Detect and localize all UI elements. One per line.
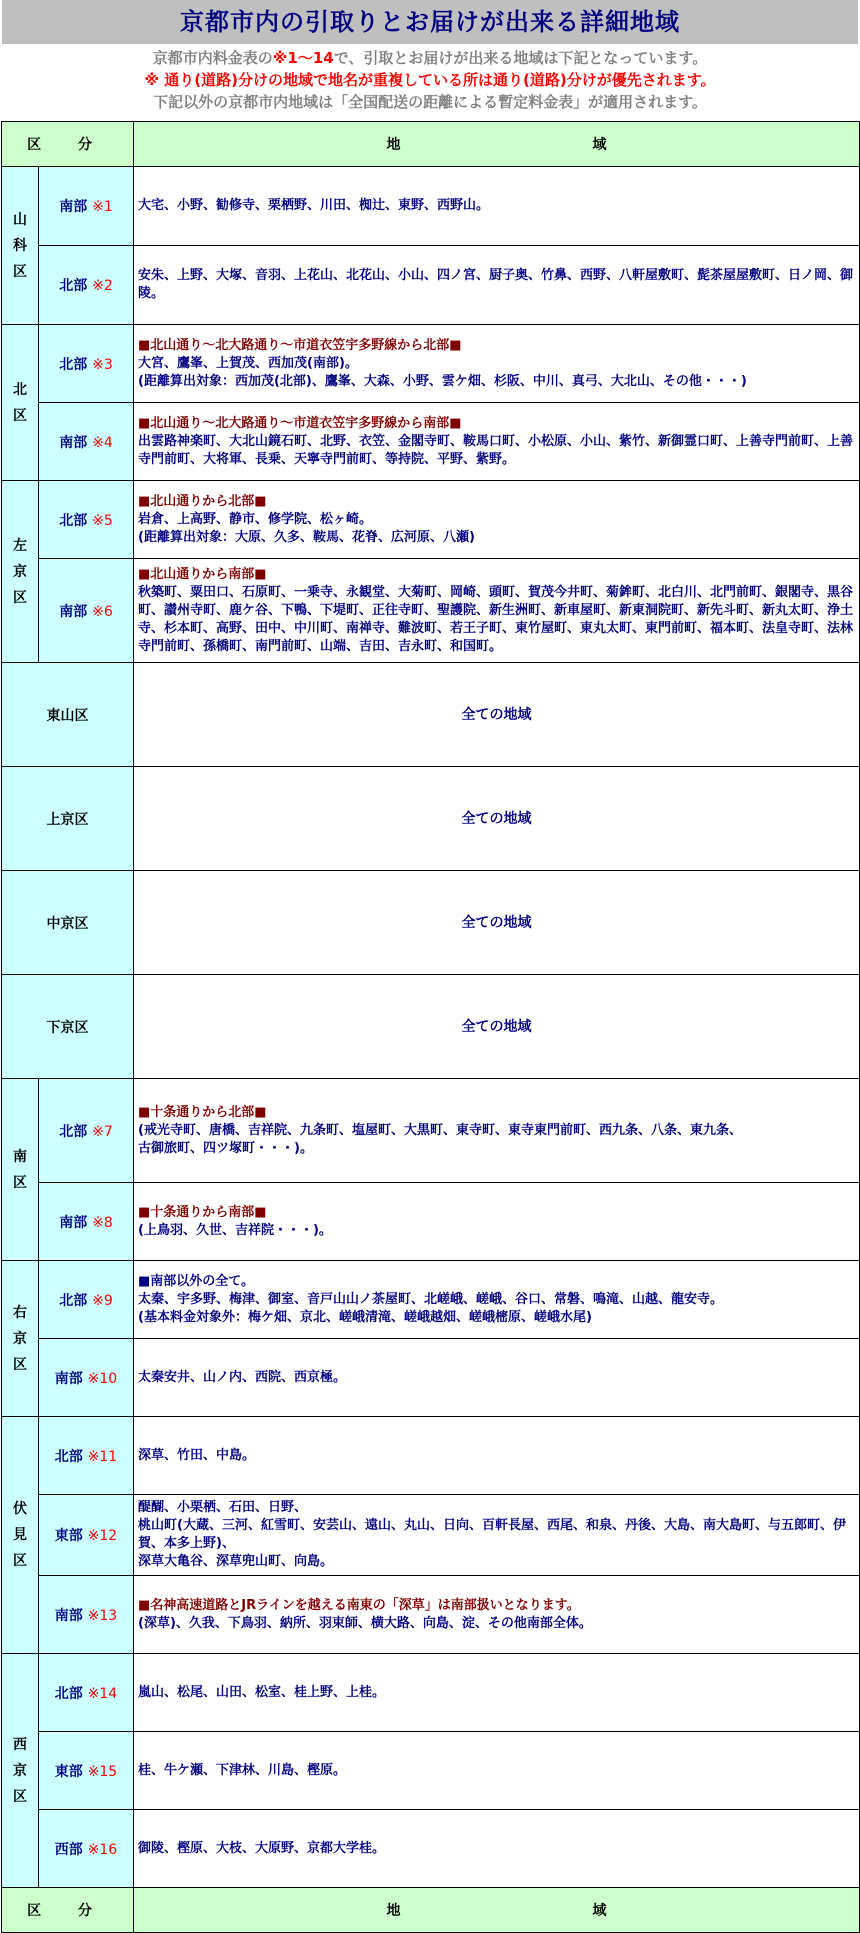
area-nishikyo-west <box>134 1810 860 1888</box>
table-row <box>2 559 860 663</box>
table-header <box>2 122 860 167</box>
table-row <box>2 663 860 767</box>
area-kamigyo: 全ての地域 <box>134 767 860 871</box>
area-yamashina-north <box>134 246 860 325</box>
area-line: 醍醐、小栗栖、石田、日野、 <box>138 1500 308 1515</box>
sub-sakyo-south <box>39 559 134 663</box>
table-row <box>2 1079 860 1183</box>
area-sakyo-south <box>134 559 860 663</box>
area-minami-south <box>134 1183 860 1261</box>
table-row <box>2 246 860 325</box>
sub-mark: ※12 <box>87 1528 118 1544</box>
sub-label: 南部 <box>54 1607 83 1624</box>
sub-mark: ※4 <box>92 434 113 451</box>
area-line: 大宅、小野、勧修寺、栗栖野、川田、椥辻、東野、西野山。 <box>138 198 490 213</box>
ward-char: 山 <box>13 211 27 228</box>
area-heading: ■北山通りから南部■ <box>138 566 267 582</box>
sub-mark: ※6 <box>92 603 113 620</box>
ward-char: 京 <box>13 1762 27 1779</box>
area-line: 深草、竹田、中島。 <box>138 1447 256 1463</box>
area-line: (基本料金対象外：梅ケ畑、京北、嵯峨清滝、嵯峨越畑、嵯峨樒原、嵯峨水尾) <box>138 1309 592 1325</box>
sub-fushimi-east <box>39 1495 134 1576</box>
area-line: 桂、牛ケ瀬、下津林、川島、樫原。 <box>138 1762 347 1778</box>
ward-yamashina <box>2 167 39 325</box>
sub-mark: ※11 <box>87 1448 118 1465</box>
ward-char: 右 <box>13 1304 27 1321</box>
area-fushimi-east <box>134 1495 860 1576</box>
ward-kita <box>2 325 39 481</box>
area-line: 太秦安井、山ノ内、西院、西京極。 <box>138 1369 347 1385</box>
sub-mark: ※1 <box>92 199 113 215</box>
area-fushimi-north <box>134 1417 860 1495</box>
sub-label: 東部 <box>54 1763 83 1780</box>
ward-char: 区 <box>13 407 27 424</box>
area-heading: ■十条通りから北部■ <box>138 1104 267 1120</box>
area-line: (距離算出対象：大原、久多、鞍馬、花脊、広河原、八瀬) <box>138 529 475 545</box>
ward-char: 区 <box>13 263 27 280</box>
area-line: (距離算出対象：西加茂(北部)、鷹峯、大森、小野、雲ケ畑、杉阪、中川、真弓、大北山、その他・・・) <box>138 373 747 389</box>
sub-label: 北部 <box>54 1685 83 1702</box>
table-row <box>2 325 860 403</box>
sub-label: 南部 <box>59 199 88 215</box>
sub-mark: ※13 <box>87 1607 118 1624</box>
sub-fushimi-north <box>39 1417 134 1495</box>
table-row <box>2 403 860 481</box>
note-1-mark: ※1～14 <box>272 49 334 67</box>
table-row <box>2 871 860 975</box>
area-line: 嵐山、松尾、山田、松室、桂上野、上桂。 <box>138 1684 386 1700</box>
sub-fushimi-south <box>39 1576 134 1654</box>
table-row <box>2 1183 860 1261</box>
sub-nishikyo-north <box>39 1654 134 1732</box>
sub-mark: ※15 <box>87 1763 118 1780</box>
ward-char: 区 <box>13 1174 27 1191</box>
area-table <box>1 121 860 1933</box>
sub-nishikyo-west <box>39 1810 134 1888</box>
header-area <box>134 122 860 167</box>
ward-sakyo <box>2 481 39 663</box>
area-nishikyo-north <box>134 1654 860 1732</box>
area-ukyo-north <box>134 1261 860 1339</box>
area-ukyo-south <box>134 1339 860 1417</box>
sub-label: 南部 <box>59 603 88 620</box>
table-row <box>2 1261 860 1339</box>
sub-label: 北部 <box>59 1292 88 1309</box>
sub-yamashina-south <box>39 167 134 246</box>
sub-label: 西部 <box>54 1841 83 1858</box>
area-higashiyama: 全ての地域 <box>134 663 860 767</box>
area-heading: ■北山通り～北大路通り～市道衣笠宇多野線から北部■ <box>138 337 462 353</box>
area-shimogyo: 全ての地域 <box>134 975 860 1079</box>
area-line: (上鳥羽、久世、吉祥院・・・)。 <box>138 1222 332 1238</box>
sub-yamashina-north <box>39 246 134 325</box>
sub-label: 南部 <box>59 1214 88 1231</box>
ward-char: 区 <box>13 1356 27 1373</box>
sub-mark: ※2 <box>92 278 113 294</box>
table-row <box>2 767 860 871</box>
area-heading: ■名神高速道路とJRラインを越える南東の「深草」は南部扱いとなります。 <box>138 1597 580 1613</box>
ward-char: 左 <box>13 537 27 554</box>
area-line: 安朱、上野、大塚、音羽、上花山、北花山、小山、四ノ宮、厨子奥、竹鼻、西野、八軒屋敷町、髭茶屋屋敷町、日ノ岡、御陵。 <box>138 268 854 301</box>
ward-char: 科 <box>13 237 27 254</box>
ward-char: 西 <box>13 1736 27 1753</box>
note-1-post: で、引取とお届けが出来る地域は下記となっています。 <box>333 49 708 67</box>
table-row <box>2 1576 860 1654</box>
ward-char: 見 <box>13 1527 27 1543</box>
area-line: 太秦、宇多野、梅津、御室、音戸山山ノ茶屋町、北嵯峨、嵯峨、谷口、常磐、鳴滝、山越、龍安寺。 <box>138 1291 724 1307</box>
table-row <box>2 1810 860 1888</box>
note-1-pre: 京都市内料金表の <box>152 49 273 67</box>
ward-ukyo <box>2 1261 39 1417</box>
area-line: 桃山町(大蔵、三河、紅雪町、安芸山、遠山、丸山、日向、百軒長屋、西尾、和泉、丹後、大島、南大島町、与五郎町、伊賀、本多上野)、 <box>138 1518 846 1551</box>
note-line-3: 下記以外の京都市内地域は「全国配送の距離による暫定料金表」が適用されます。 <box>153 93 707 111</box>
ward-char: 南 <box>13 1148 27 1165</box>
ward-nishikyo <box>2 1654 39 1888</box>
sub-label: 北部 <box>59 278 88 294</box>
sub-mark: ※3 <box>92 356 113 373</box>
footer-area-a: 地 <box>386 1903 401 1919</box>
ward-nakagyo: 中京区 <box>2 871 134 975</box>
header-division: 区 分 <box>2 122 134 167</box>
sub-label: 北部 <box>59 512 88 529</box>
area-minami-north <box>134 1079 860 1183</box>
table-footer-header <box>2 1888 860 1933</box>
area-nakagyo: 全ての地域 <box>134 871 860 975</box>
footer-division: 区 分 <box>2 1888 134 1933</box>
ward-char: 京 <box>13 563 27 580</box>
ward-char: 区 <box>13 1553 27 1569</box>
sub-sakyo-north <box>39 481 134 559</box>
sub-label: 北部 <box>59 356 88 373</box>
sub-nishikyo-east <box>39 1732 134 1810</box>
area-sakyo-north <box>134 481 860 559</box>
sub-minami-south <box>39 1183 134 1261</box>
sub-mark: ※7 <box>92 1123 113 1140</box>
sub-label: 北部 <box>59 1123 88 1140</box>
sub-kita-south <box>39 403 134 481</box>
table-row <box>2 481 860 559</box>
table-row <box>2 975 860 1079</box>
area-line: 御陵、樫原、大枝、大原野、京都大学桂。 <box>138 1840 386 1856</box>
area-line: 古御旅町、四ツ塚町・・・)。 <box>138 1140 313 1156</box>
ward-higashiyama: 東山区 <box>2 663 134 767</box>
table-row <box>2 1417 860 1495</box>
sub-mark: ※16 <box>87 1841 118 1858</box>
area-line: 大宮、鷹峯、上賀茂、西加茂(南部)。 <box>138 355 358 371</box>
table-row <box>2 1495 860 1576</box>
area-line: 出雲路神楽町、大北山鏡石町、北野、衣笠、金閣寺町、鞍馬口町、小松原、小山、紫竹、新御霊口町、上善寺門前町、上善寺門前町、大将軍、長乗、天寧寺門前町、等持院、平野、紫野。 <box>138 433 854 467</box>
ward-char: 区 <box>13 589 27 606</box>
area-fushimi-south <box>134 1576 860 1654</box>
page-title: 京都市内の引取りとお届けが出来る詳細地域 <box>2 0 858 44</box>
header-area-a: 地 <box>386 137 401 153</box>
area-nishikyo-east <box>134 1732 860 1810</box>
area-kita-south <box>134 403 860 481</box>
sub-label: 南部 <box>54 1370 83 1387</box>
area-line: (戒光寺町、唐橋、吉祥院、九条町、塩屋町、大黒町、東寺町、東寺東門前町、西九条、八条、東九条、 <box>138 1122 742 1138</box>
footer-area <box>134 1888 860 1933</box>
ward-fushimi <box>2 1417 39 1654</box>
area-kita-north <box>134 325 860 403</box>
sub-kita-north <box>39 325 134 403</box>
sub-mark: ※14 <box>87 1685 118 1702</box>
area-line: 岩倉、上高野、静市、修学院、松ヶ崎。 <box>138 511 373 527</box>
ward-minami <box>2 1079 39 1261</box>
table-row <box>2 1339 860 1417</box>
sub-mark: ※8 <box>92 1214 113 1231</box>
sub-label: 東部 <box>54 1528 83 1544</box>
ward-shimogyo: 下京区 <box>2 975 134 1079</box>
sub-ukyo-south <box>39 1339 134 1417</box>
sub-mark: ※9 <box>92 1292 113 1309</box>
sub-ukyo-north <box>39 1261 134 1339</box>
table-row <box>2 167 860 246</box>
sub-minami-north <box>39 1079 134 1183</box>
area-heading: ■北山通りから北部■ <box>138 493 267 509</box>
ward-char: 北 <box>13 381 27 398</box>
area-heading: ■北山通り～北大路通り～市道衣笠宇多野線から南部■ <box>138 415 462 431</box>
header-area-b: 域 <box>592 137 607 153</box>
area-line: 深草大亀谷、深草兜山町、向島。 <box>138 1554 334 1569</box>
footer-area-b: 域 <box>592 1903 607 1919</box>
sub-mark: ※5 <box>92 512 113 529</box>
table-row <box>2 1654 860 1732</box>
sub-label: 北部 <box>54 1448 83 1465</box>
area-heading: ■十条通りから南部■ <box>138 1204 267 1220</box>
note-line-1 <box>0 47 860 69</box>
area-line: 秋築町、粟田口、石原町、一乗寺、永観堂、大菊町、岡崎、頭町、賀茂今井町、菊鉾町、北白川、北門前町、銀閣寺、黒谷町、讃州寺町、鹿ケ谷、下鴨、下堤町、正往寺町、聖護院、新生洲町、新車屋町、新東洞院町、新先斗町、新丸太町、浄土寺、杉本町、高野、田中、中川町、南禅寺、難波町、若王子町、東竹屋町、東丸太町、東門前町、福本町、法皇寺町、法林寺門前町、孫橋町、南門前町、山端、吉田、吉永町、和国町。 <box>138 584 854 654</box>
note-line-2: ※ 通り(道路)分けの地域で地名が重複している所は通り(道路)分けが優先されます。 <box>144 71 716 89</box>
sub-label: 南部 <box>59 434 88 451</box>
ward-char: 京 <box>13 1330 27 1347</box>
area-heading: ■南部以外の全て。 <box>138 1273 255 1289</box>
sub-mark: ※10 <box>87 1370 118 1387</box>
ward-char: 区 <box>13 1788 27 1805</box>
area-line: (深草)、久我、下鳥羽、納所、羽束師、横大路、向島、淀、その他南部全体。 <box>138 1615 592 1631</box>
table-row <box>2 1732 860 1810</box>
area-yamashina-south <box>134 167 860 246</box>
ward-kamigyo: 上京区 <box>2 767 134 871</box>
ward-char: 伏 <box>13 1501 27 1517</box>
